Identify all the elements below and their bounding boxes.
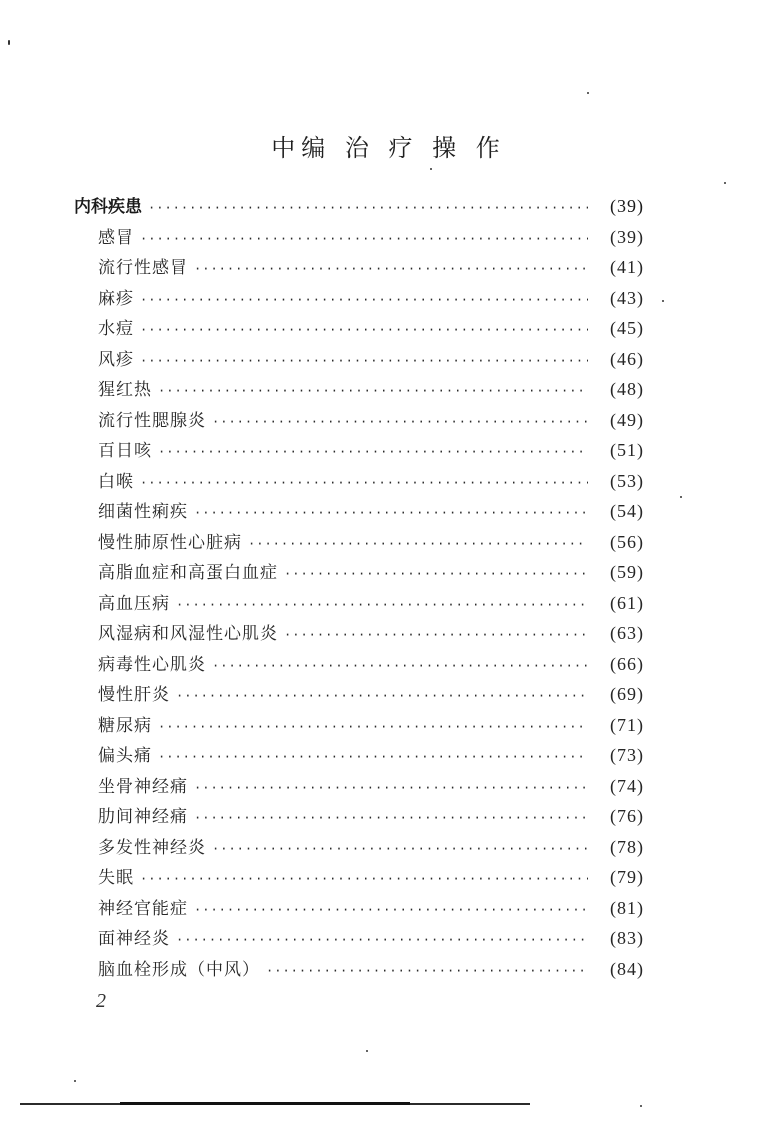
toc-dot-leader xyxy=(158,445,588,459)
toc-entry-label: 感冒 xyxy=(98,227,134,248)
toc-dot-leader xyxy=(212,842,588,856)
toc-entry-label: 猩红热 xyxy=(98,380,152,400)
toc-entry-label: 风疹 xyxy=(98,349,134,370)
toc-entry xyxy=(74,314,644,345)
toc-dot-leader xyxy=(194,262,588,276)
toc-entry xyxy=(74,406,644,437)
toc-entry-label: 白喉 xyxy=(98,471,134,492)
toc-entry xyxy=(74,955,644,986)
toc-entry xyxy=(74,741,644,772)
toc-entry-page: (61) xyxy=(610,592,644,613)
toc-dot-leader xyxy=(284,567,588,581)
toc-dot-leader xyxy=(158,384,588,398)
toc-entry xyxy=(74,924,644,955)
toc-dot-leader xyxy=(248,537,588,551)
scan-speck xyxy=(587,92,589,94)
toc-entry xyxy=(74,223,644,254)
toc-entry xyxy=(74,680,644,711)
toc-entry-page: (71) xyxy=(610,714,644,735)
toc-entry-page: (81) xyxy=(610,897,644,918)
toc-entry-label: 流行性感冒 xyxy=(98,258,188,278)
toc-dot-leader xyxy=(140,872,588,886)
scan-speck xyxy=(680,496,682,498)
toc-entry-page: (39) xyxy=(610,226,644,247)
toc-dot-leader xyxy=(176,933,588,947)
page-number: 2 xyxy=(96,990,106,1012)
toc-dot-leader xyxy=(176,598,588,612)
toc-entry-page: (69) xyxy=(610,684,644,704)
toc-entry xyxy=(74,650,644,681)
toc-dot-leader xyxy=(140,476,588,490)
toc-entry-page: (59) xyxy=(610,562,644,582)
toc-entry-label: 病毒性心肌炎 xyxy=(98,654,206,675)
toc-dot-leader xyxy=(266,964,588,978)
toc-dot-leader xyxy=(158,720,588,734)
toc-entry-page: (54) xyxy=(610,501,644,521)
toc-entry-page: (84) xyxy=(610,958,644,979)
toc-entry-page: (74) xyxy=(610,775,644,796)
toc-entry xyxy=(74,589,644,620)
toc-dot-leader xyxy=(148,201,588,215)
toc-entry xyxy=(74,894,644,925)
toc-dot-leader xyxy=(284,628,588,642)
toc-entry-page: (51) xyxy=(610,440,644,460)
toc-entry-label: 坐骨神经痛 xyxy=(98,776,188,797)
toc-entry xyxy=(74,345,644,376)
scan-speck xyxy=(366,1050,368,1052)
toc-entry-page: (41) xyxy=(610,257,644,277)
toc-dot-leader xyxy=(194,506,588,520)
toc-dot-leader xyxy=(194,781,588,795)
scan-speck xyxy=(74,1080,76,1082)
toc-entry-label: 水痘 xyxy=(98,319,134,339)
toc-entry-page: (48) xyxy=(610,379,644,399)
scan-speck xyxy=(8,40,10,45)
toc-entry xyxy=(74,772,644,803)
toc-entry-page: (43) xyxy=(610,287,644,308)
toc-entry-label: 麻疹 xyxy=(98,288,134,309)
scan-speck xyxy=(662,300,664,302)
toc-entry-label: 面神经炎 xyxy=(98,929,170,949)
toc-entry-label: 糖尿病 xyxy=(98,715,152,736)
toc-entry-page: (83) xyxy=(610,928,644,948)
toc-section-heading xyxy=(74,192,644,223)
toc-entry xyxy=(74,711,644,742)
toc-dot-leader xyxy=(194,903,588,917)
toc-entry-page: (66) xyxy=(610,653,644,674)
toc-entry-label: 失眠 xyxy=(98,868,134,888)
toc-entry xyxy=(74,467,644,498)
toc-entry-page: (79) xyxy=(610,867,644,887)
scan-speck xyxy=(640,1105,642,1107)
toc-entry-label: 高血压病 xyxy=(98,593,170,614)
toc-entry xyxy=(74,863,644,894)
toc-entry-label: 偏头痛 xyxy=(98,746,152,766)
toc-entry-label: 慢性肝炎 xyxy=(98,685,170,705)
page-title: 中编 治 疗 操 作 xyxy=(271,134,506,162)
toc-dot-leader xyxy=(212,659,588,673)
toc-entry xyxy=(74,802,644,833)
toc-entry xyxy=(74,528,644,559)
toc-entry-label: 多发性神经炎 xyxy=(98,837,206,858)
toc-entry-page: (49) xyxy=(610,409,644,430)
toc-entry-label: 慢性肺原性心脏病 xyxy=(98,532,242,553)
toc-entry xyxy=(74,436,644,467)
toc-entry-page: (53) xyxy=(610,470,644,491)
toc-dot-leader xyxy=(158,750,588,764)
toc-dot-leader xyxy=(194,811,588,825)
bottom-scan-rule-thick xyxy=(120,1102,410,1105)
table-of-contents xyxy=(74,192,644,985)
toc-entry-label: 百日咳 xyxy=(98,441,152,461)
toc-entry-label: 高脂血症和高蛋白血症 xyxy=(98,563,278,583)
toc-entry xyxy=(74,253,644,284)
toc-entry-label: 肋间神经痛 xyxy=(98,807,188,827)
toc-entry-page: (56) xyxy=(610,531,644,552)
toc-entry-page: (46) xyxy=(610,348,644,369)
toc-dot-leader xyxy=(212,415,588,429)
toc-entry xyxy=(74,497,644,528)
toc-dot-leader xyxy=(140,232,588,246)
toc-entry xyxy=(74,619,644,650)
toc-entry-label: 神经官能症 xyxy=(98,898,188,919)
toc-section-label: 内科疾患 xyxy=(74,197,142,217)
toc-entry-page: (45) xyxy=(610,318,644,338)
toc-entry xyxy=(74,375,644,406)
scan-speck xyxy=(430,168,432,170)
toc-entry-page: (78) xyxy=(610,836,644,857)
toc-dot-leader xyxy=(140,323,588,337)
toc-entry-page: (63) xyxy=(610,623,644,643)
toc-entry-label: 脑血栓形成（中风） xyxy=(98,959,260,980)
toc-entry xyxy=(74,833,644,864)
toc-entry-label: 细菌性痢疾 xyxy=(98,502,188,522)
toc-dot-leader xyxy=(176,689,588,703)
toc-entry xyxy=(74,284,644,315)
toc-dot-leader xyxy=(140,354,588,368)
scan-speck xyxy=(724,182,726,184)
toc-entry-page: (73) xyxy=(610,745,644,765)
toc-entry-label: 流行性腮腺炎 xyxy=(98,410,206,431)
toc-entry xyxy=(74,558,644,589)
toc-entry-label: 风湿病和风湿性心肌炎 xyxy=(98,624,278,644)
toc-dot-leader xyxy=(140,293,588,307)
toc-entry-page: (76) xyxy=(610,806,644,826)
toc-section-page: (39) xyxy=(610,196,644,216)
